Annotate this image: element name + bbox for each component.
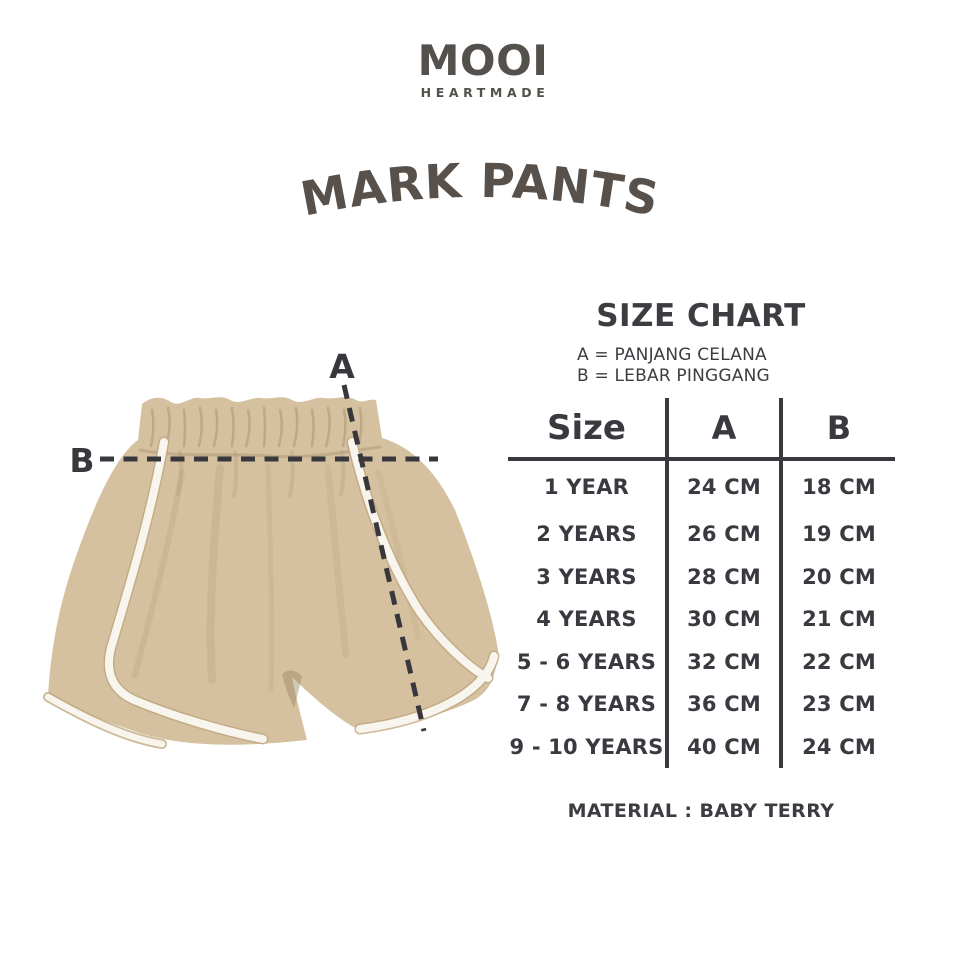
svg-text:MARK PANTS [296,154,663,228]
brand-name: MOOI [417,36,549,85]
measure-label-b: B [69,441,95,480]
column-header-a: A [665,398,779,461]
row-size: 5 - 6 YEARS [516,649,657,674]
row-b: 20 CM [779,556,895,599]
row-b: 19 CM [779,513,895,556]
row-b: 23 CM [779,683,895,726]
row-size: 4 YEARS [536,607,637,632]
product-title: MARK PANTS [296,153,664,228]
legend-a: A = PANJANG CELANA [577,345,767,365]
shorts-illustration [30,350,500,780]
size-chart-title: SIZE CHART [596,298,806,334]
row-size: 3 YEARS [536,564,637,589]
row-a: 30 CM [665,598,779,641]
row-b: 24 CM [779,726,895,769]
size-chart-legend [577,345,770,387]
row-size: 1 YEAR [543,475,630,499]
material-note: MATERIAL : BABY TERRY [567,800,835,822]
row-size: 9 - 10 YEARS [509,734,664,759]
row-a: 26 CM [665,513,779,556]
measure-label-a: A [329,350,355,386]
size-table [508,398,895,768]
column-header-b: B [779,398,895,461]
row-a: 32 CM [665,641,779,684]
row-b: 18 CM [779,461,895,513]
row-a: 24 CM [665,461,779,513]
row-a: 28 CM [665,556,779,599]
legend-b: B = LEBAR PINGGANG [577,366,770,386]
column-header-size: Size [508,398,665,461]
row-b: 21 CM [779,598,895,641]
row-b: 22 CM [779,641,895,684]
row-size: 2 YEARS [536,522,637,547]
row-a: 36 CM [665,683,779,726]
row-size: 7 - 8 YEARS [516,692,657,717]
row-a: 40 CM [665,726,779,769]
product-title-arch [295,134,665,234]
brand-logo [417,36,550,100]
brand-tagline: HEARTMADE [420,85,550,100]
